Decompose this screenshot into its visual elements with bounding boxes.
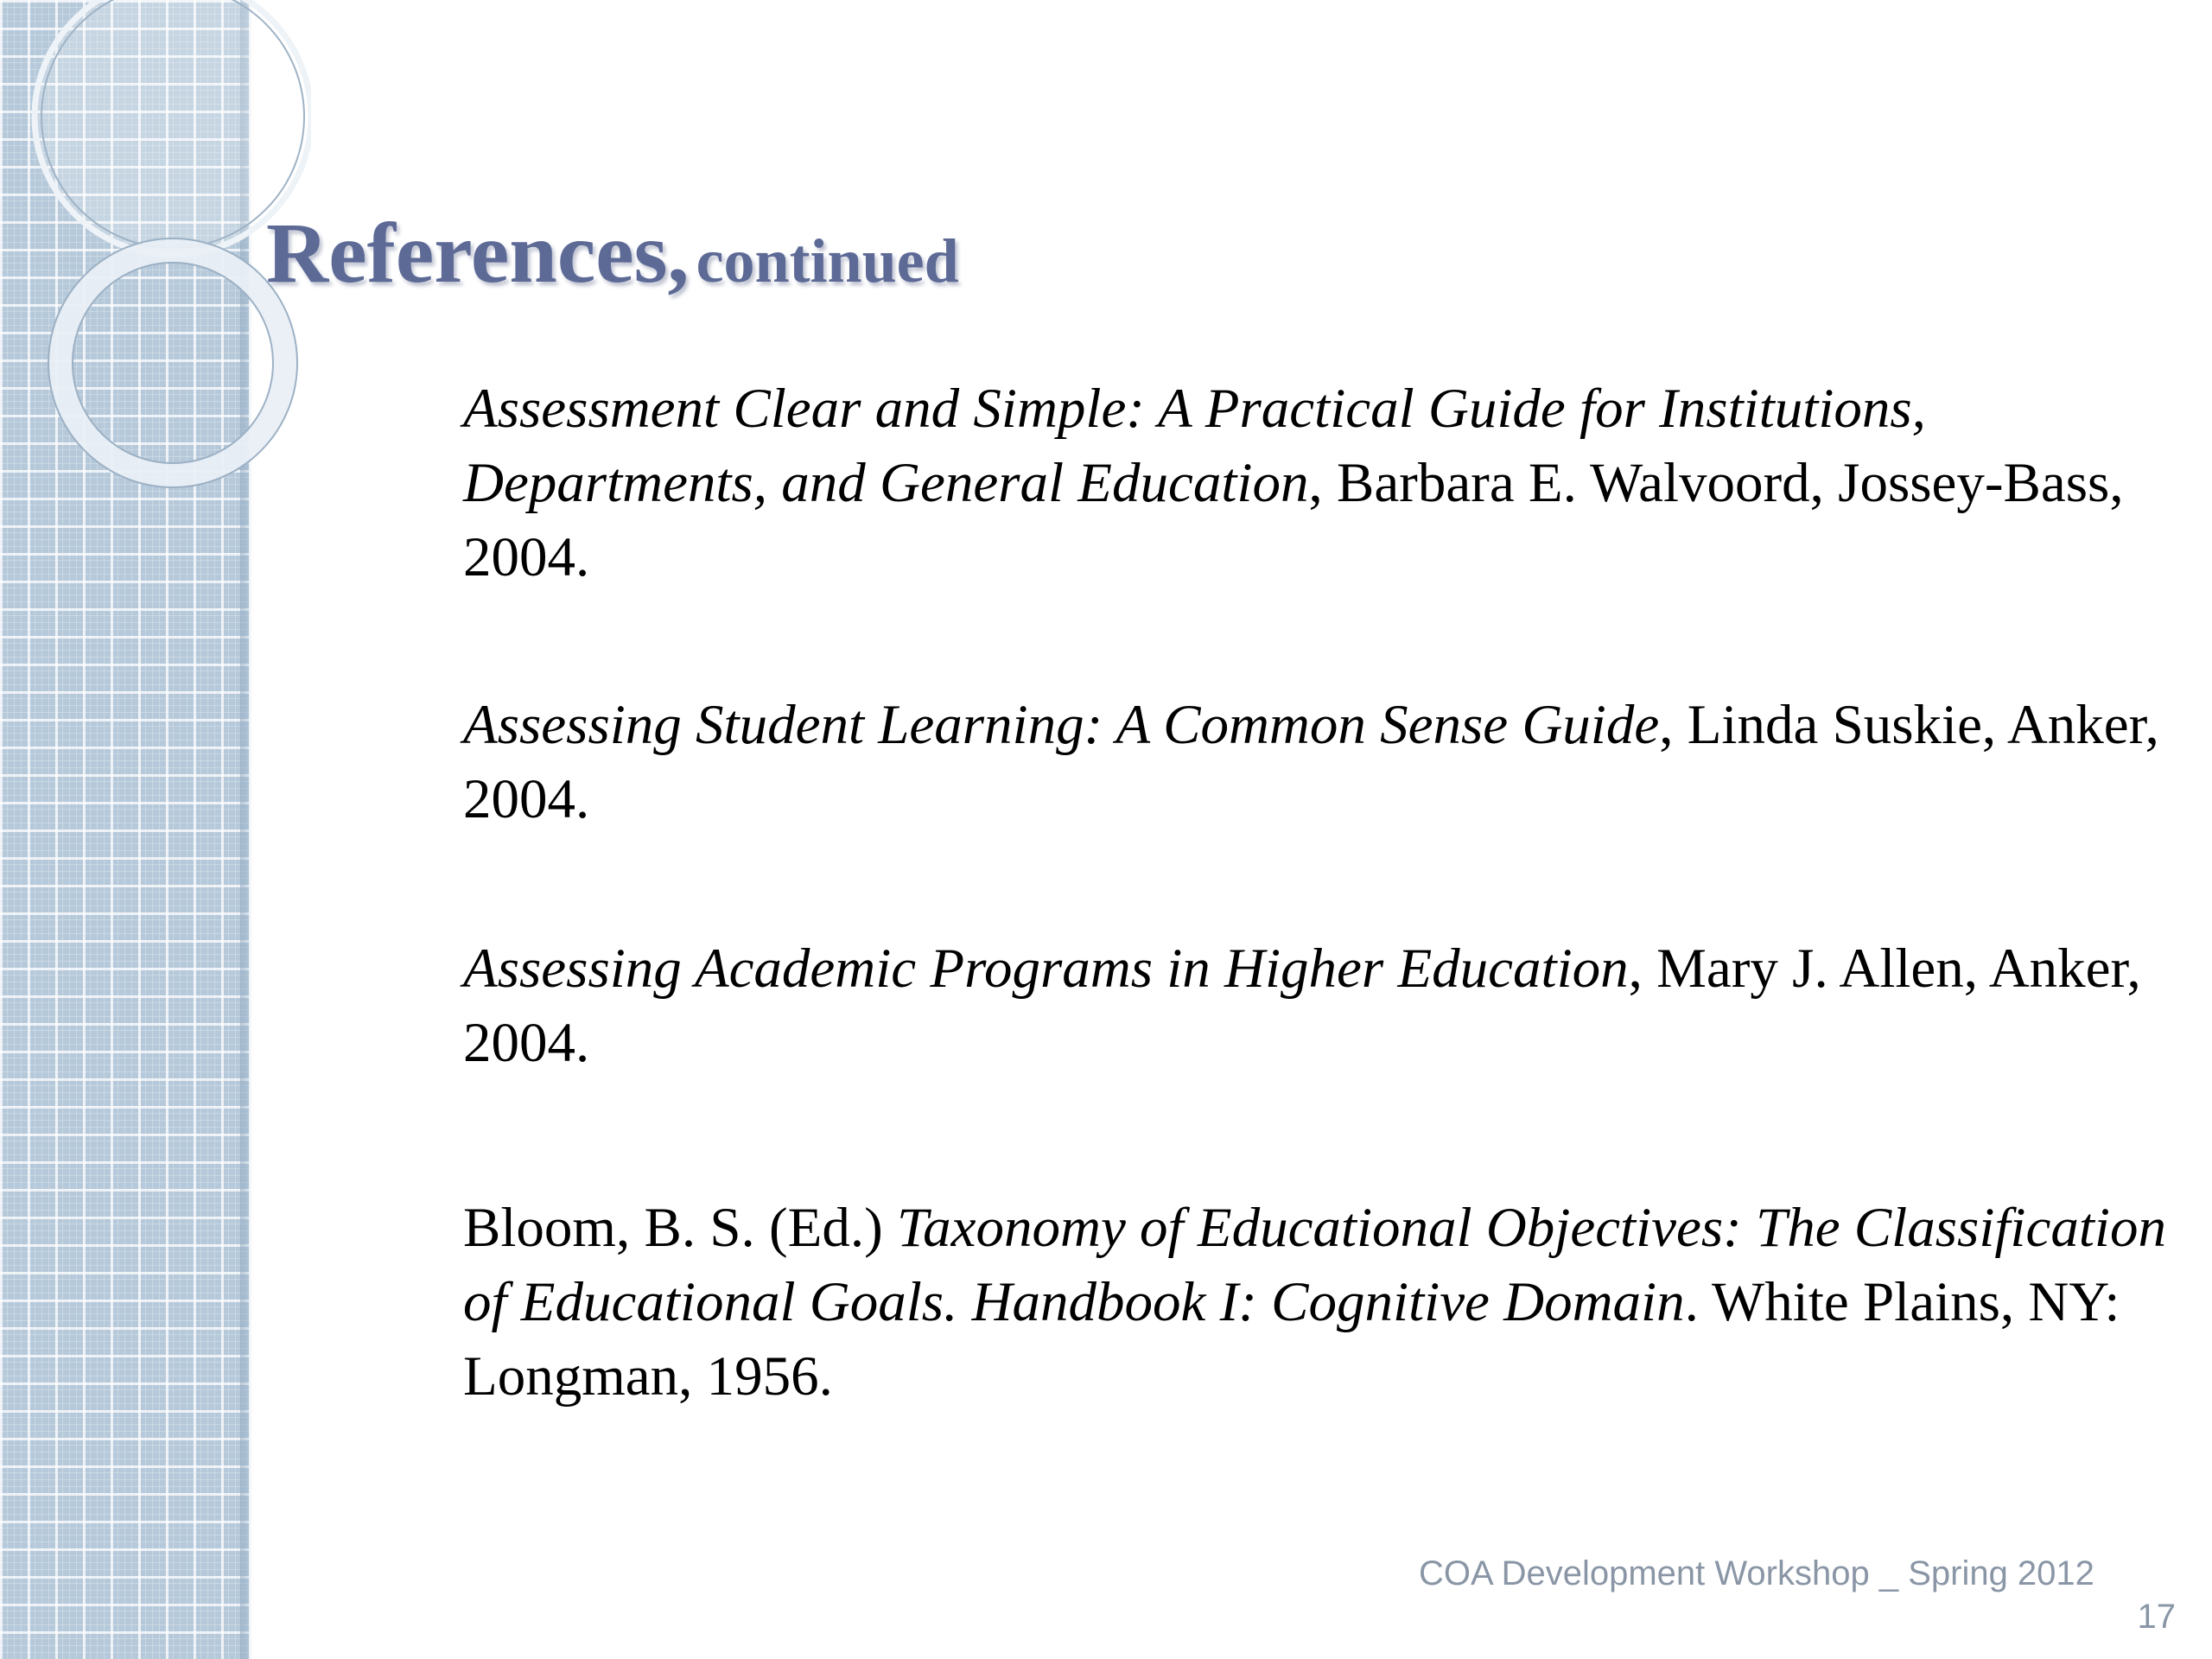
page-number: 17 — [2137, 1598, 2176, 1636]
reference-title: Taxonomy of Educational Objectives: The Classification of Educational Goals. Handbook I: Cognitive Domain — [463, 1197, 2166, 1333]
reference-details: , Mary J. Allen, Anker, 2004. — [463, 938, 2141, 1074]
reference-prefix: Bloom, B. S. (Ed.) — [463, 1197, 897, 1259]
reference-title: Assessment Clear and Simple: A Practical Guide for Institutions, Departments, and General Education — [463, 378, 1926, 514]
reference-item — [463, 372, 2183, 594]
reference-details: . White Plains, NY: Longman, 1956. — [463, 1271, 2120, 1408]
reference-list — [463, 372, 2183, 1414]
reference-item — [463, 1191, 2183, 1414]
reference-title: Assessing Academic Programs in Higher Education — [463, 938, 1629, 1000]
title-main: References, — [266, 205, 690, 301]
slide-title — [266, 206, 959, 301]
reference-title: Assessing Student Learning: A Common Sense Guide — [463, 694, 1660, 756]
title-suffix: continued — [696, 226, 959, 296]
slide-footer: COA Development Workshop _ Spring 2012 — [1419, 1554, 2094, 1592]
reference-details: , Linda Suskie, Anker, 2004. — [463, 694, 2159, 830]
reference-item — [463, 688, 2183, 836]
reference-details: , Barbara E. Walvoord, Jossey-Bass, 2004. — [463, 452, 2124, 588]
reference-item — [463, 931, 2183, 1080]
decorative-swirl-rings — [0, 0, 311, 570]
